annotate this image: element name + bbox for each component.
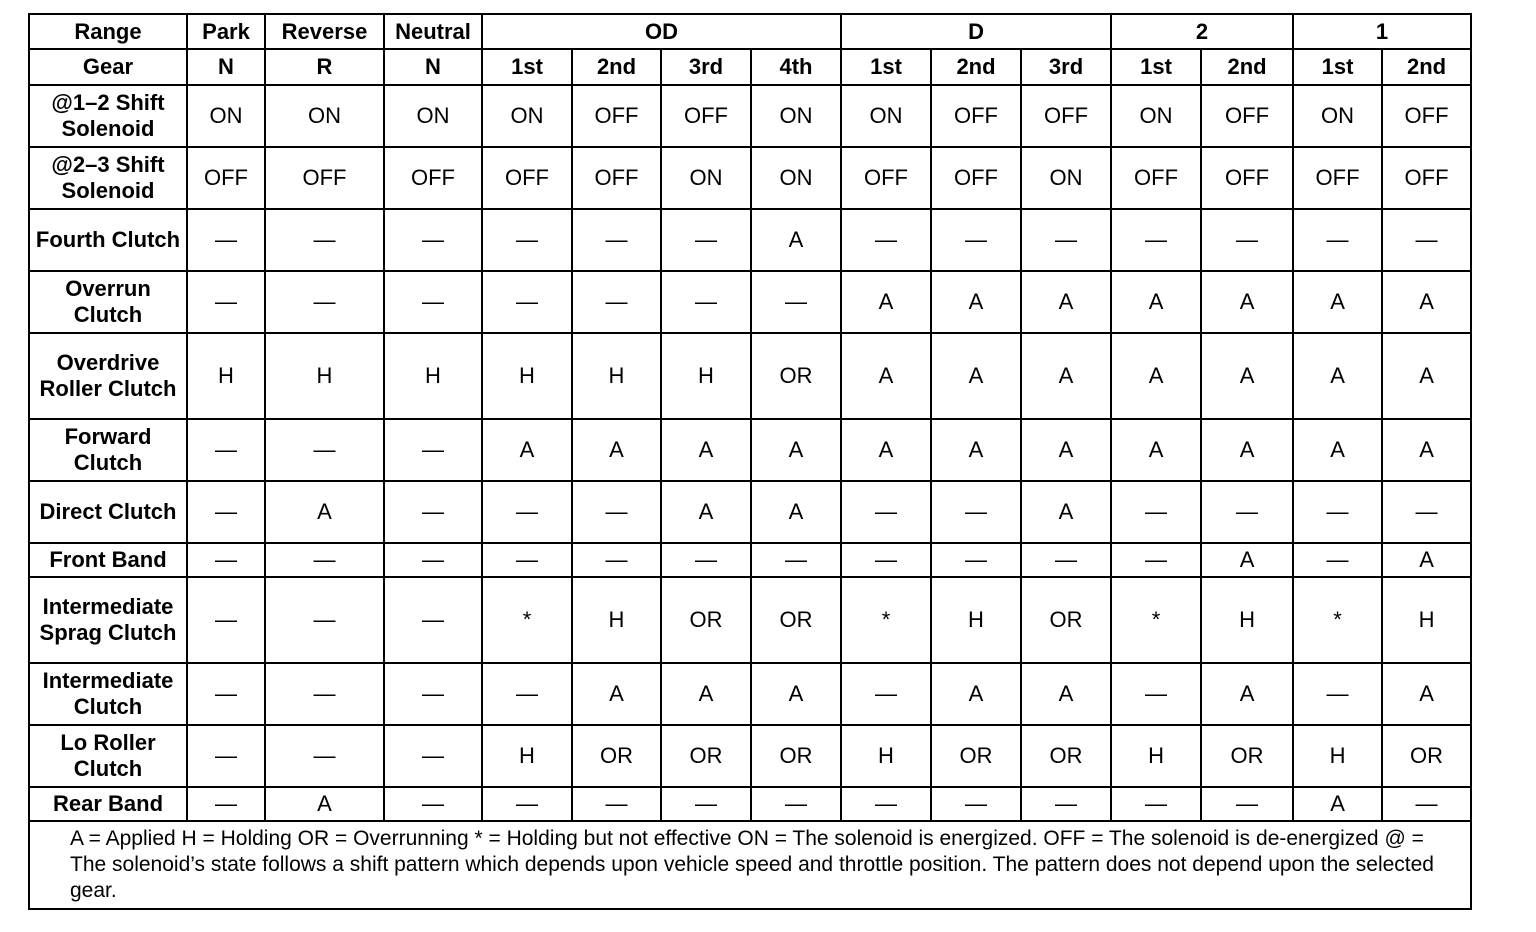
range-od: OD: [482, 14, 841, 49]
state-cell: OFF: [1293, 147, 1382, 209]
state-cell: —: [1382, 787, 1471, 821]
state-cell: —: [384, 577, 482, 663]
state-cell: A: [841, 271, 931, 333]
range-d: D: [841, 14, 1111, 49]
state-cell: —: [187, 787, 265, 821]
state-cell: ON: [661, 147, 751, 209]
state-cell: —: [931, 543, 1021, 577]
state-cell: OFF: [1201, 85, 1293, 147]
state-cell: —: [482, 787, 572, 821]
state-cell: H: [1382, 577, 1471, 663]
component-row: [29, 419, 1471, 481]
state-cell: —: [384, 725, 482, 787]
state-cell: —: [187, 577, 265, 663]
state-cell: OFF: [572, 85, 661, 147]
state-cell: OFF: [572, 147, 661, 209]
state-cell: A: [1201, 271, 1293, 333]
gear-cell: 1st: [1293, 49, 1382, 85]
state-cell: A: [751, 419, 841, 481]
component-label: Overrun Clutch: [29, 271, 187, 333]
state-cell: *: [841, 577, 931, 663]
state-cell: —: [572, 209, 661, 271]
state-cell: OR: [1382, 725, 1471, 787]
state-cell: —: [187, 419, 265, 481]
state-cell: A: [572, 663, 661, 725]
state-cell: A: [265, 787, 384, 821]
component-row: [29, 577, 1471, 663]
state-cell: —: [1021, 543, 1111, 577]
state-cell: H: [572, 577, 661, 663]
range-label: Range: [29, 14, 187, 49]
component-row: [29, 209, 1471, 271]
state-cell: ON: [187, 85, 265, 147]
state-cell: A: [661, 481, 751, 543]
state-cell: OFF: [265, 147, 384, 209]
state-cell: ON: [751, 147, 841, 209]
state-cell: —: [187, 543, 265, 577]
state-cell: —: [661, 209, 751, 271]
state-cell: A: [1382, 419, 1471, 481]
state-cell: —: [187, 725, 265, 787]
state-cell: A: [1293, 419, 1382, 481]
state-cell: H: [384, 333, 482, 419]
state-cell: OFF: [1111, 147, 1201, 209]
range-1: 1: [1293, 14, 1471, 49]
component-label: @1–2 Shift Solenoid: [29, 85, 187, 147]
gear-cell: N: [187, 49, 265, 85]
state-cell: —: [931, 787, 1021, 821]
component-label: @2–3 Shift Solenoid: [29, 147, 187, 209]
state-cell: *: [482, 577, 572, 663]
component-row: [29, 85, 1471, 147]
state-cell: —: [1111, 663, 1201, 725]
component-label: Fourth Clutch: [29, 209, 187, 271]
state-cell: —: [1201, 481, 1293, 543]
state-cell: A: [1382, 543, 1471, 577]
component-label: Intermediate Clutch: [29, 663, 187, 725]
state-cell: —: [841, 209, 931, 271]
state-cell: OR: [572, 725, 661, 787]
state-cell: —: [1382, 209, 1471, 271]
state-cell: H: [187, 333, 265, 419]
component-label: Intermediate Sprag Clutch: [29, 577, 187, 663]
state-cell: —: [751, 543, 841, 577]
state-cell: —: [265, 209, 384, 271]
state-cell: —: [384, 271, 482, 333]
gear-cell: 2nd: [572, 49, 661, 85]
state-cell: A: [751, 209, 841, 271]
state-cell: —: [187, 481, 265, 543]
range-neutral: Neutral: [384, 14, 482, 49]
state-cell: —: [482, 543, 572, 577]
gear-cell: 2nd: [1382, 49, 1471, 85]
component-row: [29, 271, 1471, 333]
state-cell: —: [572, 481, 661, 543]
state-cell: A: [1201, 663, 1293, 725]
gear-cell: 3rd: [661, 49, 751, 85]
state-cell: —: [572, 787, 661, 821]
component-label: Lo Roller Clutch: [29, 725, 187, 787]
component-label: Front Band: [29, 543, 187, 577]
state-cell: —: [265, 577, 384, 663]
state-cell: —: [482, 209, 572, 271]
range-2: 2: [1111, 14, 1293, 49]
state-cell: —: [841, 481, 931, 543]
state-cell: —: [384, 209, 482, 271]
state-cell: ON: [265, 85, 384, 147]
state-cell: OFF: [1021, 85, 1111, 147]
state-cell: ON: [751, 85, 841, 147]
state-cell: OFF: [661, 85, 751, 147]
gear-cell: 2nd: [1201, 49, 1293, 85]
state-cell: OR: [1201, 725, 1293, 787]
state-cell: A: [661, 663, 751, 725]
state-cell: —: [1021, 209, 1111, 271]
state-cell: A: [1021, 333, 1111, 419]
state-cell: A: [1021, 663, 1111, 725]
clutch-application-chart: [28, 13, 1470, 910]
state-cell: OR: [751, 577, 841, 663]
state-cell: A: [661, 419, 751, 481]
state-cell: A: [751, 481, 841, 543]
state-cell: —: [187, 271, 265, 333]
state-cell: —: [572, 543, 661, 577]
state-cell: —: [751, 787, 841, 821]
clutch-application-table: [28, 13, 1472, 910]
state-cell: —: [265, 419, 384, 481]
state-cell: —: [841, 663, 931, 725]
state-cell: —: [265, 725, 384, 787]
state-cell: A: [1201, 543, 1293, 577]
gear-cell: R: [265, 49, 384, 85]
state-cell: A: [841, 333, 931, 419]
state-cell: A: [572, 419, 661, 481]
state-cell: A: [1201, 419, 1293, 481]
component-row: [29, 147, 1471, 209]
state-cell: H: [482, 725, 572, 787]
component-row: [29, 787, 1471, 821]
state-cell: —: [661, 543, 751, 577]
state-cell: A: [1293, 333, 1382, 419]
state-cell: —: [1201, 787, 1293, 821]
state-cell: —: [1201, 209, 1293, 271]
state-cell: *: [1293, 577, 1382, 663]
state-cell: —: [384, 663, 482, 725]
state-cell: —: [751, 271, 841, 333]
state-cell: A: [265, 481, 384, 543]
component-row: [29, 481, 1471, 543]
state-cell: A: [1201, 333, 1293, 419]
state-cell: H: [1293, 725, 1382, 787]
state-cell: H: [931, 577, 1021, 663]
state-cell: H: [841, 725, 931, 787]
state-cell: H: [572, 333, 661, 419]
state-cell: —: [1382, 481, 1471, 543]
state-cell: —: [841, 543, 931, 577]
state-cell: —: [482, 663, 572, 725]
state-cell: A: [1382, 333, 1471, 419]
state-cell: —: [661, 787, 751, 821]
state-cell: ON: [1293, 85, 1382, 147]
state-cell: —: [1111, 787, 1201, 821]
component-label: Overdrive Roller Clutch: [29, 333, 187, 419]
range-header-row: [29, 14, 1471, 49]
state-cell: OFF: [482, 147, 572, 209]
state-cell: —: [1293, 481, 1382, 543]
state-cell: A: [1111, 271, 1201, 333]
component-row: [29, 543, 1471, 577]
state-cell: H: [1201, 577, 1293, 663]
state-cell: OFF: [1382, 85, 1471, 147]
state-cell: —: [661, 271, 751, 333]
gear-header-row: [29, 49, 1471, 85]
state-cell: ON: [1111, 85, 1201, 147]
state-cell: ON: [841, 85, 931, 147]
state-cell: A: [751, 663, 841, 725]
state-cell: ON: [482, 85, 572, 147]
state-cell: OR: [661, 577, 751, 663]
state-cell: —: [931, 481, 1021, 543]
state-cell: —: [482, 481, 572, 543]
state-cell: A: [931, 419, 1021, 481]
state-cell: OR: [1021, 577, 1111, 663]
state-cell: H: [265, 333, 384, 419]
state-cell: ON: [1021, 147, 1111, 209]
component-label: Rear Band: [29, 787, 187, 821]
state-cell: H: [1111, 725, 1201, 787]
gear-cell: 1st: [841, 49, 931, 85]
state-cell: H: [661, 333, 751, 419]
component-row: [29, 333, 1471, 419]
range-park: Park: [187, 14, 265, 49]
state-cell: OFF: [931, 85, 1021, 147]
component-label: Direct Clutch: [29, 481, 187, 543]
gear-cell: 2nd: [931, 49, 1021, 85]
gear-cell: 1st: [1111, 49, 1201, 85]
state-cell: OR: [931, 725, 1021, 787]
state-cell: A: [1111, 419, 1201, 481]
state-cell: —: [265, 271, 384, 333]
state-cell: —: [931, 209, 1021, 271]
state-cell: OFF: [841, 147, 931, 209]
state-cell: —: [1293, 209, 1382, 271]
state-cell: —: [572, 271, 661, 333]
state-cell: OR: [1021, 725, 1111, 787]
state-cell: —: [265, 663, 384, 725]
gear-label: Gear: [29, 49, 187, 85]
state-cell: A: [1021, 419, 1111, 481]
state-cell: —: [265, 543, 384, 577]
state-cell: —: [1293, 543, 1382, 577]
state-cell: —: [1111, 209, 1201, 271]
state-cell: —: [1111, 543, 1201, 577]
state-cell: —: [187, 663, 265, 725]
legend-row: [29, 821, 1471, 909]
state-cell: OFF: [1201, 147, 1293, 209]
state-cell: OFF: [1382, 147, 1471, 209]
state-cell: —: [1293, 663, 1382, 725]
state-cell: —: [482, 271, 572, 333]
state-cell: A: [1293, 271, 1382, 333]
state-cell: OR: [751, 725, 841, 787]
state-cell: —: [384, 419, 482, 481]
state-cell: A: [1021, 481, 1111, 543]
state-cell: A: [1111, 333, 1201, 419]
gear-cell: 3rd: [1021, 49, 1111, 85]
state-cell: —: [841, 787, 931, 821]
state-cell: A: [1382, 663, 1471, 725]
state-cell: A: [1293, 787, 1382, 821]
state-cell: OFF: [384, 147, 482, 209]
state-cell: —: [384, 481, 482, 543]
state-cell: A: [482, 419, 572, 481]
gear-cell: 4th: [751, 49, 841, 85]
legend-text: A = Applied H = Holding OR = Overrunning * = Holding but not effective ON = The solenoid is energized. OFF = The solenoid is de-energized @ = The solenoid’s state follows a shift pattern which depends upon vehicle speed and throttle position. The pattern does not depend upon the selected gear.: [29, 821, 1471, 909]
state-cell: —: [384, 543, 482, 577]
state-cell: OR: [751, 333, 841, 419]
state-cell: OFF: [931, 147, 1021, 209]
state-cell: —: [187, 209, 265, 271]
state-cell: *: [1111, 577, 1201, 663]
state-cell: A: [1382, 271, 1471, 333]
component-row: [29, 663, 1471, 725]
state-cell: A: [1021, 271, 1111, 333]
component-label: Forward Clutch: [29, 419, 187, 481]
state-cell: ON: [384, 85, 482, 147]
gear-cell: 1st: [482, 49, 572, 85]
state-cell: A: [841, 419, 931, 481]
state-cell: A: [931, 271, 1021, 333]
state-cell: OFF: [187, 147, 265, 209]
state-cell: —: [1111, 481, 1201, 543]
state-cell: OR: [661, 725, 751, 787]
state-cell: H: [482, 333, 572, 419]
state-cell: —: [384, 787, 482, 821]
state-cell: —: [1021, 787, 1111, 821]
state-cell: A: [931, 663, 1021, 725]
range-reverse: Reverse: [265, 14, 384, 49]
component-row: [29, 725, 1471, 787]
state-cell: A: [931, 333, 1021, 419]
gear-cell: N: [384, 49, 482, 85]
